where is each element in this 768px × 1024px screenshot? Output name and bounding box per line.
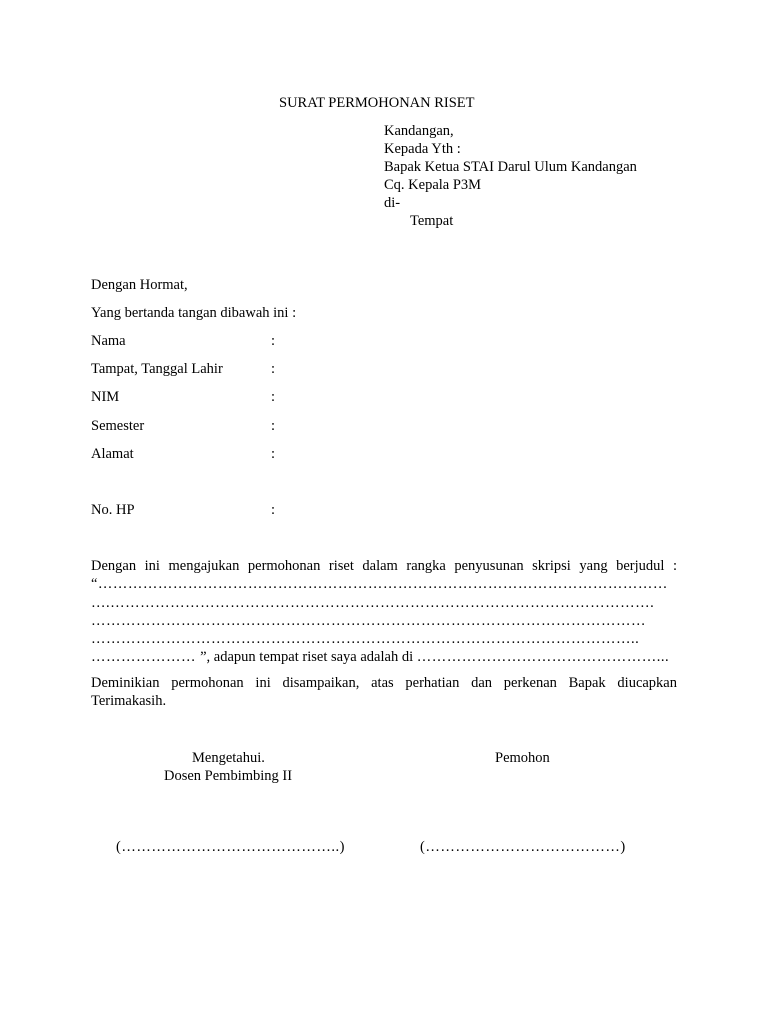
location-text: ”, adapun tempat riset saya adalah di <box>200 649 417 665</box>
title-blank-line: ………………………………………………………………………………………………… <box>91 613 646 629</box>
address-recipient: Bapak Ketua STAI Darul Ulum Kandangan <box>384 159 637 175</box>
address-cq: Cq. Kepala P3M <box>384 177 482 193</box>
address-place: Kandangan, <box>384 123 454 139</box>
approver-title: Mengetahui. <box>192 750 265 766</box>
title-blank-line: ….………………………………………………………………………………………………. <box>91 595 655 611</box>
field-separator: : <box>271 361 276 377</box>
title-blank-line: ……………………………………………………………………………………………….. <box>91 631 640 647</box>
field-label: Tampat, Tanggal Lahir <box>91 361 223 377</box>
field-separator: : <box>271 418 276 434</box>
applicant-signature-blank: (…………………………………) <box>420 839 626 855</box>
approver-role: Dosen Pembimbing II <box>164 768 293 784</box>
field-separator: : <box>271 502 276 518</box>
field-label: Alamat <box>91 446 134 462</box>
request-last-line <box>91 648 669 666</box>
address-di: di- <box>384 195 401 211</box>
applicant-title: Pemohon <box>495 750 550 766</box>
field-label: Semester <box>91 418 145 434</box>
intro-line: Yang bertanda tangan dibawah ini : <box>91 305 297 321</box>
address-tempat: Tempat <box>410 213 454 229</box>
page-title: SURAT PERMOHONAN RISET <box>279 95 475 111</box>
address-to: Kepada Yth : <box>384 141 461 157</box>
field-label: NIM <box>91 389 120 405</box>
greeting: Dengan Hormat, <box>91 277 188 293</box>
field-label: No. HP <box>91 502 135 518</box>
field-separator: : <box>271 333 276 349</box>
request-text: Dengan ini mengajukan permohonan riset dalam rangka penyusunan skripsi yang berjudul : <box>91 558 677 574</box>
approver-signature-blank: (……………………………………..) <box>116 839 345 855</box>
title-blank-end: ………………… <box>91 649 201 665</box>
field-separator: : <box>271 389 276 405</box>
closing-paragraph: Deminikian permohonan ini disampaikan, atas perhatian dan perkenan Bapak diucapkan Terimakasih. <box>91 675 677 709</box>
field-separator: : <box>271 446 276 462</box>
title-blank-line: “…………………………………………………………………………………………………… <box>91 576 668 592</box>
location-blank: …………………………………………... <box>416 649 670 665</box>
field-label: Nama <box>91 333 126 349</box>
